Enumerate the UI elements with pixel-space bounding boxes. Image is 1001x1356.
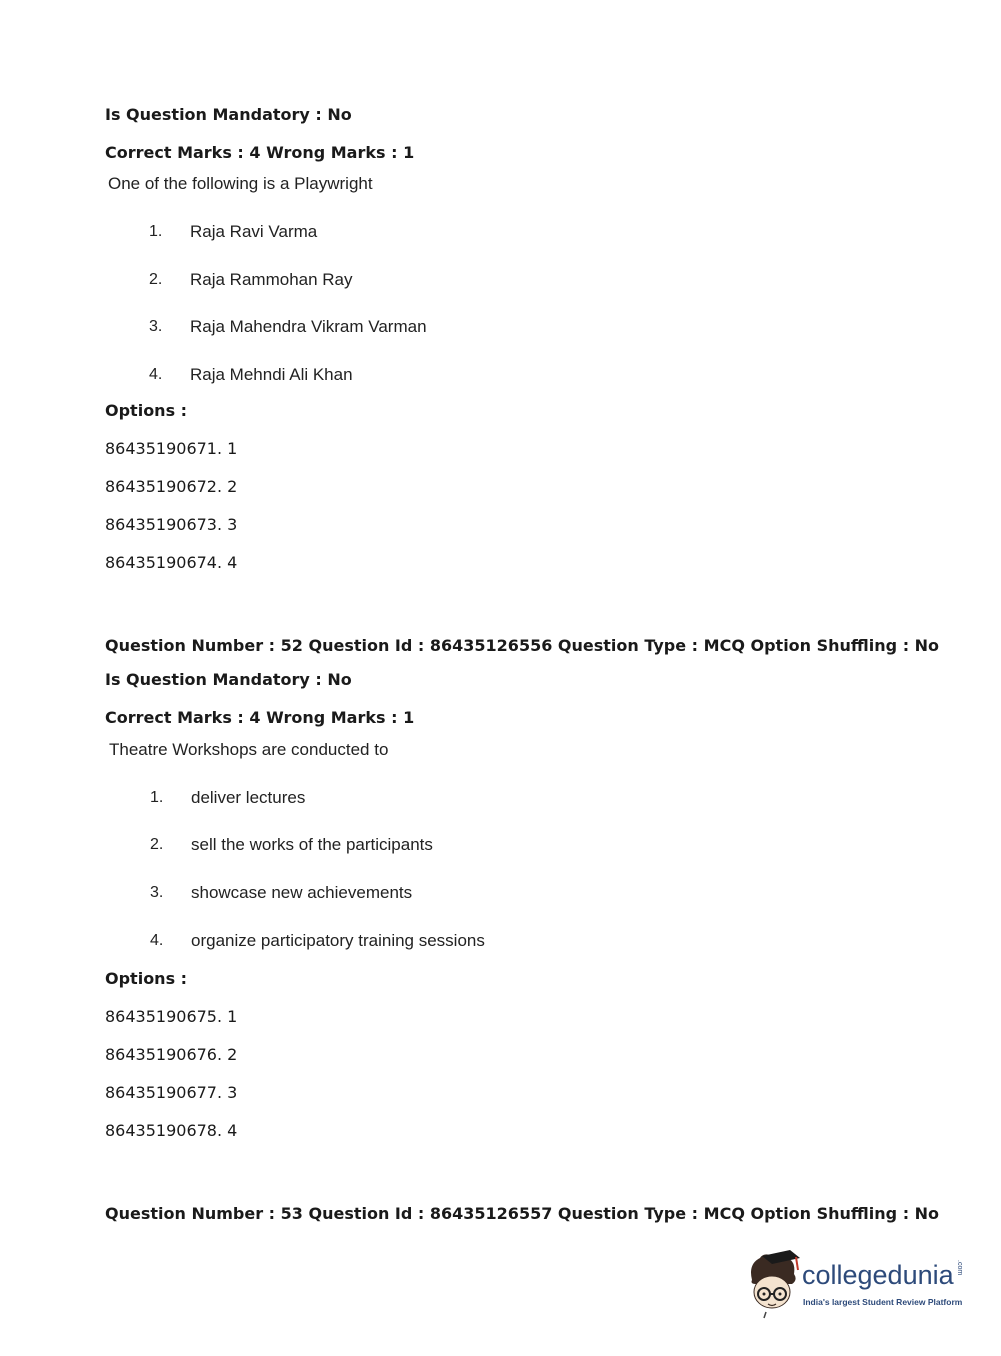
logo-suffix: .com <box>956 1260 963 1276</box>
logo-wordmark: collegedunia <box>802 1260 954 1290</box>
logo-tagline: India's largest Student Review Platform <box>803 1297 963 1307</box>
q51-choice-text: Raja Rammohan Ray <box>190 270 353 289</box>
q51-mandatory: Is Question Mandatory : No <box>105 105 352 124</box>
q51-option-id: 86435190673. 3 <box>105 515 238 534</box>
q52-question-text: Theatre Workshops are conducted to <box>109 740 389 759</box>
q52-options-label: Options : <box>105 969 188 988</box>
q51-option-id: 86435190672. 2 <box>105 477 238 496</box>
q51-choice-text: Raja Mahendra Vikram Varman <box>190 317 427 336</box>
q52-choice-number: 2. <box>150 836 164 853</box>
q52-choice-text: showcase new achievements <box>191 883 413 902</box>
q51-choice-number: 2. <box>149 271 163 288</box>
q51-choice-text: Raja Mehndi Ali Khan <box>190 365 353 384</box>
q51-question-text: One of the following is a Playwright <box>108 174 373 193</box>
mascot-icon <box>742 1250 802 1320</box>
q52-header: Question Number : 52 Question Id : 86435126556 Question Type : MCQ Option Shuffling : No <box>105 636 940 655</box>
q52-option-id: 86435190675. 1 <box>105 1007 238 1026</box>
collegedunia-logo <box>742 1250 972 1320</box>
q51-choice-number: 4. <box>149 366 163 383</box>
q52-choice-number: 3. <box>150 884 164 901</box>
q51-choice-number: 3. <box>149 318 163 335</box>
q51-options-label: Options : <box>105 401 188 420</box>
q51-choice-number: 1. <box>149 223 163 240</box>
q51-choice-text: Raja Ravi Varma <box>190 222 318 241</box>
q52-choice-text: deliver lectures <box>191 788 306 807</box>
q51-marks: Correct Marks : 4 Wrong Marks : 1 <box>105 143 415 162</box>
q52-choice-number: 4. <box>150 932 164 949</box>
q51-option-id: 86435190671. 1 <box>105 439 238 458</box>
q51-option-id: 86435190674. 4 <box>105 553 238 572</box>
q52-option-id: 86435190678. 4 <box>105 1121 238 1140</box>
q52-choice-text: organize participatory training sessions <box>191 931 485 950</box>
q52-option-id: 86435190677. 3 <box>105 1083 238 1102</box>
q53-header: Question Number : 53 Question Id : 86435126557 Question Type : MCQ Option Shuffling : No <box>105 1204 940 1223</box>
q52-choice-number: 1. <box>150 789 164 806</box>
q52-choice-text: sell the works of the participants <box>191 835 433 854</box>
q52-marks: Correct Marks : 4 Wrong Marks : 1 <box>105 708 415 727</box>
q52-option-id: 86435190676. 2 <box>105 1045 238 1064</box>
q52-mandatory: Is Question Mandatory : No <box>105 670 352 689</box>
